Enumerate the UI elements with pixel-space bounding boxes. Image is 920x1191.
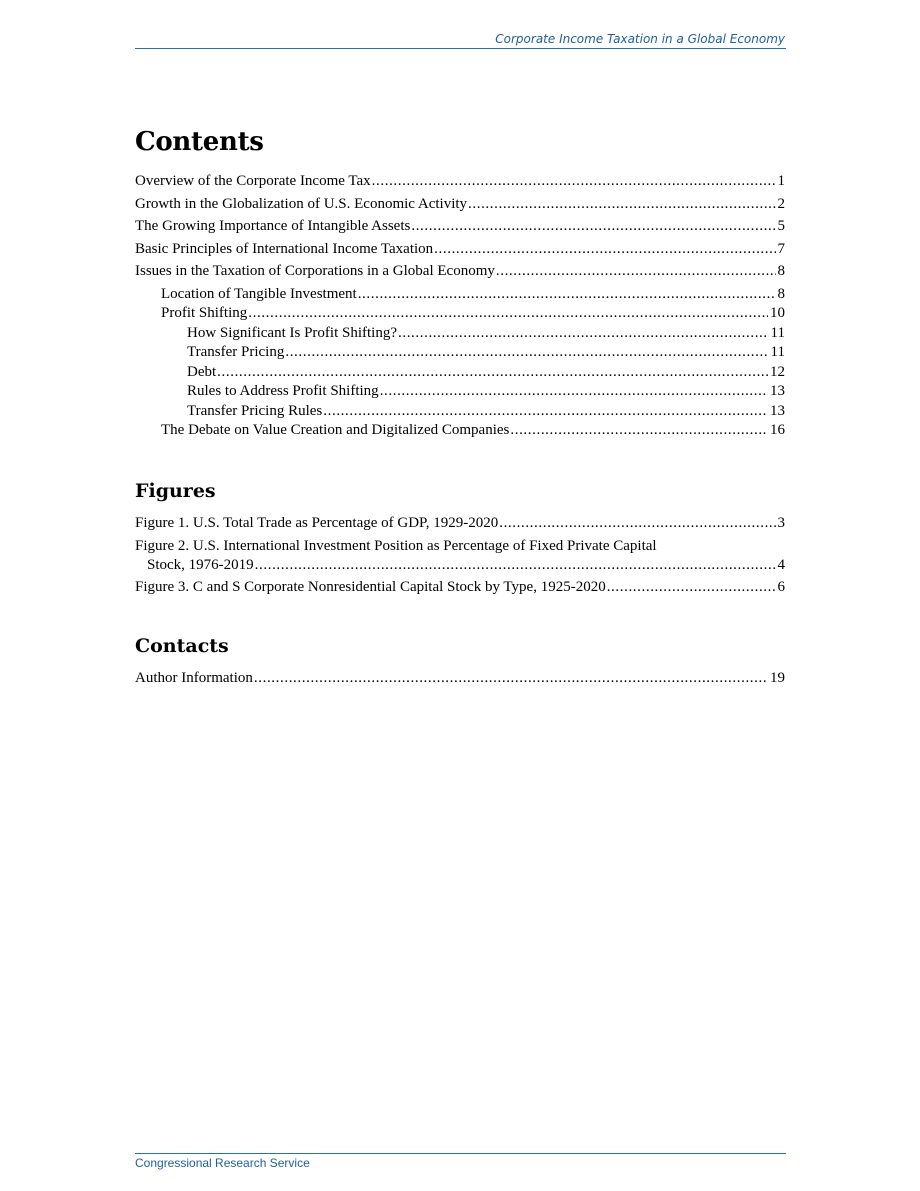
contacts-section [135,633,785,688]
toc-subsubentry[interactable] [135,324,785,343]
running-header [135,33,786,49]
figure-entry-continuation [135,556,785,575]
toc-entry-page: 12 [770,363,785,380]
toc-entry-title: Basic Principles of International Income Taxation [135,240,434,257]
dot-leader [380,382,768,401]
figure-entry-page: 6 [777,579,785,595]
toc-entry[interactable] [135,195,785,214]
figure-entry-title-line1: Figure 2. U.S. International Investment Position as Percentage of Fixed Private Capital [135,537,657,554]
contact-entry-page: 19 [770,670,785,686]
dot-leader [411,217,775,236]
toc-entry-title: How Significant Is Profit Shifting? [187,324,397,341]
toc-entry-title: The Growing Importance of Intangible Assets [135,218,411,234]
toc-subsubentry[interactable] [135,402,785,421]
publisher-name: Congressional Research Service [135,1156,310,1170]
running-header-title: Corporate Income Taxation in a Global Economy [495,32,785,46]
dot-leader [255,556,776,575]
dot-leader [358,285,776,304]
toc-entry-title: Overview of the Corporate Income Tax [135,173,371,189]
figure-entry-page: 4 [777,556,785,573]
dot-leader [496,262,776,281]
toc-entry-page: 11 [770,344,785,360]
figure-entry-page: 3 [777,515,785,531]
toc-entry-page: 5 [777,218,785,234]
toc-subsubentry[interactable] [135,382,785,401]
dot-leader [254,669,768,688]
dot-leader [468,195,775,214]
dot-leader [285,343,768,362]
contents-heading: Contents [135,127,264,157]
toc-entry-title: Issues in the Taxation of Corporations in a Global Economy [135,263,495,279]
toc-entry-title: Transfer Pricing Rules [187,402,323,419]
contacts-list [135,669,785,688]
toc-subentry[interactable] [135,285,785,304]
dot-leader [372,172,776,191]
toc-entry-page: 1 [777,173,785,189]
dot-leader [434,240,775,259]
toc-entry-title: Transfer Pricing [187,344,285,360]
contacts-heading: Contacts [135,635,229,657]
dot-leader [510,421,768,440]
figure-entry[interactable] [135,578,785,597]
toc-subentry[interactable] [135,304,785,323]
toc-entry-page: 13 [770,402,785,419]
figure-entry-title: Figure 3. C and S Corporate Nonresidential Capital Stock by Type, 1925-2020 [135,579,606,595]
toc-entry[interactable] [135,262,785,281]
figures-list [135,514,785,597]
toc-entry-title: Growth in the Globalization of U.S. Economic Activity [135,195,468,212]
contents-list [135,172,785,440]
dot-leader [398,324,769,343]
dot-leader [217,363,768,382]
figure-entry-title-line2: Stock, 1976-2019 [147,556,254,573]
figures-section [135,478,785,597]
toc-entry-page: 10 [770,305,785,321]
dot-leader [499,514,775,533]
dot-leader [248,304,768,323]
dot-leader [607,578,776,597]
toc-entry-page: 13 [770,383,785,399]
toc-entry[interactable] [135,217,785,236]
running-footer [135,1153,786,1170]
toc-entry-page: 2 [777,195,785,212]
table-of-contents-page [135,122,785,692]
figure-entry-title: Figure 1. U.S. Total Trade as Percentage of GDP, 1929-2020 [135,515,499,531]
toc-entry[interactable] [135,172,785,191]
toc-entry-title: The Debate on Value Creation and Digitalized Companies [161,422,510,438]
figure-entry[interactable] [135,514,785,533]
toc-subentry[interactable] [135,421,785,440]
toc-entry-page: 7 [777,240,785,257]
toc-subsubentry[interactable] [135,343,785,362]
toc-entry-page: 8 [777,263,785,279]
toc-entry-title: Rules to Address Profit Shifting [187,383,379,399]
contact-entry[interactable] [135,669,785,688]
toc-subsubentry[interactable] [135,363,785,382]
toc-entry[interactable] [135,240,785,259]
toc-entry-page: 11 [770,324,785,341]
toc-entry-page: 8 [777,285,785,302]
toc-entry-title: Profit Shifting [161,305,248,321]
figures-heading: Figures [135,480,216,502]
dot-leader [323,402,768,421]
toc-entry-title: Debt [187,363,217,380]
toc-entry-page: 16 [770,422,785,438]
figure-entry[interactable] [135,537,785,575]
contact-entry-title: Author Information [135,670,253,686]
toc-entry-title: Location of Tangible Investment [161,285,357,302]
